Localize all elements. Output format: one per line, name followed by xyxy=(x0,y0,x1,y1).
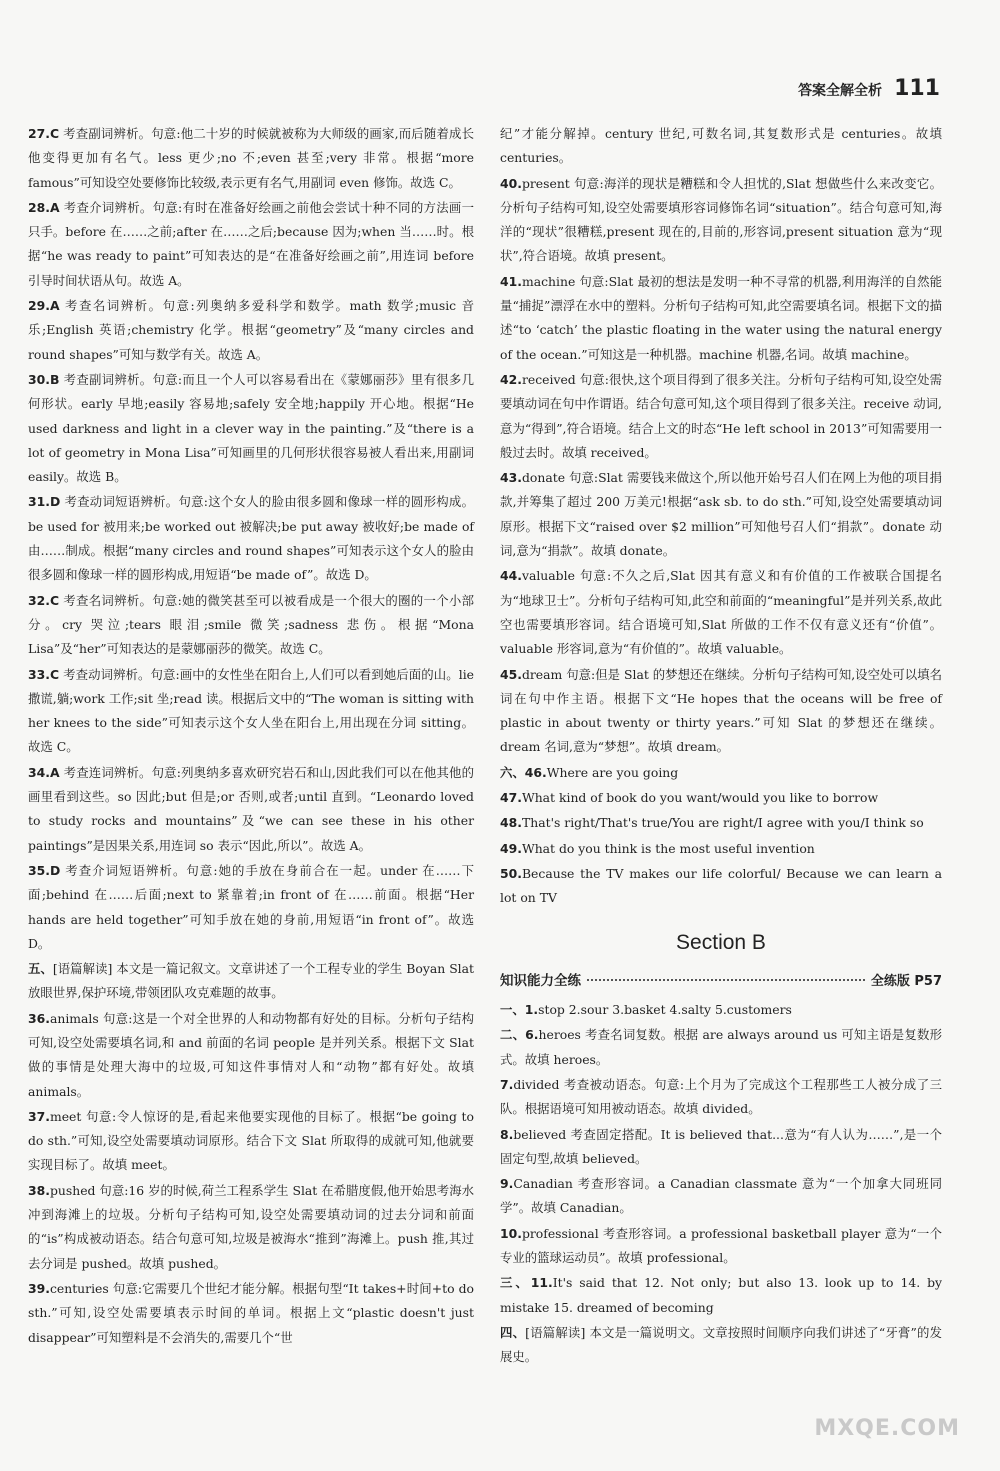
answer-number: 40. xyxy=(500,175,522,191)
answer-item xyxy=(28,1007,474,1104)
answer-text: What do you think is the most useful invention xyxy=(521,840,815,856)
answer-item xyxy=(500,862,942,911)
answer-item xyxy=(500,466,942,563)
answer-number: 41. xyxy=(500,273,522,289)
answer-number: 49. xyxy=(500,840,522,856)
answer-number: 28.A xyxy=(28,199,60,215)
answer-text: 考查介词短语辨析。句意:她的手放在身前合在一起。under 在……下面;behind 在……后面;next to 紧靠着;in front of 在……前面。根据“Her hands are held together”可知手放在她的身前,用短语“in front of”。故选 D。 xyxy=(28,862,474,951)
answer-number: 45. xyxy=(500,666,522,682)
dotted-leader xyxy=(587,979,865,981)
answer-item xyxy=(500,122,942,171)
answer-item xyxy=(28,1179,474,1276)
answer-item xyxy=(500,663,942,760)
answer-number: 35.D xyxy=(28,862,61,878)
answer-item xyxy=(28,859,474,956)
answer-text: received 句意:很快,这个项目得到了很多关注。分析句子结构可知,设空处需要填动词在句中作谓语。结合句意可知,这个项目得到了很多关注。receive 动词,意为“得到”,符合语境。结合上文的时态“He left school in 2013”可知需要用一般过去时。故填 received。 xyxy=(500,371,942,460)
answer-number: 30.B xyxy=(28,371,60,387)
answer-text: animals 句意:这是一个对全世界的人和动物都有好处的目标。分析句子结构可知,设空处需要填名词,和 and 前面的名词 people 是并列关系。根据下文 Slat 做的事情是处理大海中的垃圾,可知这件事情对人和“动物”都有好处。故填 animals。 xyxy=(28,1010,474,1099)
answer-text: divided 考查被动语态。句意:上个月为了完成这个工程那些工人被分成了三队。根据语境可知用被动语态。故填 divided。 xyxy=(500,1076,942,1117)
answer-number: 38. xyxy=(28,1182,50,1198)
watermark: MXQE.COM xyxy=(814,1416,960,1441)
answer-text: 考查动词短语辨析。句意:这个女人的脸由很多圆和像球一样的圆形构成。be used for 被用来;be worked out 被解决;be put away 被收好;be made of 由……制成。根据“many circles and round shapes”可知表示这个女人的脸由很多圆和像球一样的圆形构成,用短语“be made of”。故选 D。 xyxy=(28,494,474,583)
answer-item xyxy=(500,172,942,269)
answer-item xyxy=(28,490,474,587)
answer-text: Where are you going xyxy=(546,764,679,780)
answer-text: valuable 句意:不久之后,Slat 因其有意义和有价值的工作被联合国提名为“地球卫士”。分析句子结构可知,此空和前面的“meaningful”是并列关系,故此空也需要填形容词。结合语境可知,Slat 所做的工作不仅有意义还有“价值”。valuable 形容词,意为“有价值的”。故填 valuable。 xyxy=(500,568,942,657)
answer-number: 8. xyxy=(500,1126,514,1142)
section-heading: 答案全解全析 xyxy=(798,83,883,99)
answer-text: 考查副词辨析。句意:他二十岁的时候就被称为大师级的画家,而后随着成长他变得更加有名气。less 更少;no 不;even 甚至;very 非常。根据“more famous”可知设空处要修饰比较级,表示更有名气,用副词 even 修饰。故选 C。 xyxy=(28,126,474,190)
answer-item xyxy=(500,998,942,1022)
answer-number: 50. xyxy=(500,865,522,881)
answer-item xyxy=(28,368,474,489)
answer-number: 31.D xyxy=(28,494,61,510)
answer-number: 37. xyxy=(28,1108,50,1124)
answer-text: pushed 句意:16 岁的时候,荷兰工程系学生 Slat 在希腊度假,他开始思考海水冲到海滩上的垃圾。分析句子结构可知,设空处需要填动词的过去分词和前面的“is”构成被动语态。结合句意可知,垃圾是被海水“推到”海滩上。push 推,其过去分词是 pushed。故填 pushed。 xyxy=(28,1182,474,1271)
answer-number: 47. xyxy=(500,790,522,806)
answer-item xyxy=(500,786,942,810)
answer-item xyxy=(28,196,474,293)
answer-text: professional 考查形容词。a professional basketball player 意为“一个专业的篮球运动员”。故填 professional。 xyxy=(500,1225,942,1266)
answer-text: 考查动词辨析。句意:画中的女性坐在阳台上,人们可以看到她后面的山。lie 撒谎,躺;work 工作;sit 坐;read 读。根据后文中的“The woman is sitting with her knees to the side”可知表示这个女人坐在阳台上,用出现在分词 sitting。故选 C。 xyxy=(28,666,474,755)
answer-number: 三、11. xyxy=(500,1275,553,1291)
answer-item xyxy=(28,1277,474,1350)
answer-text: meet 句意:令人惊讶的是,看起来他要实现他的目标了。根据“be going to do sth.”可知,设空处需要填动词原形。结合下文 Slat 所取得的成就可知,他就要实现目标了。故填 meet。 xyxy=(28,1108,474,1173)
answer-number: 一、1. xyxy=(500,1002,539,1018)
answer-number: 33.C xyxy=(28,666,60,682)
answer-text: donate 句意:Slat 需要钱来做这个,所以他开始号召人们在网上为他的项目捐款,并筹集了超过 200 万美元!根据“ask sb. to do sth.”可知,设空处需要填动词原形。根据下文“raised over $2 million”可知他号召人们“捐款”。donate 动词,意为“捐款”。故填 donate。 xyxy=(500,470,942,559)
answer-item xyxy=(28,957,474,1006)
answer-item xyxy=(500,1172,942,1221)
answer-item xyxy=(28,663,474,760)
answer-number: 29.A xyxy=(28,298,60,314)
answer-number: 39. xyxy=(28,1280,50,1296)
answer-item xyxy=(500,761,942,785)
answer-number: 48. xyxy=(500,815,522,831)
answer-number: 36. xyxy=(28,1010,50,1026)
answer-number: 7. xyxy=(500,1076,514,1092)
answer-item xyxy=(500,837,942,861)
answer-item xyxy=(500,270,942,367)
answer-number: 六、46. xyxy=(500,764,547,780)
right-column xyxy=(500,122,942,1371)
answer-text: heroes 考查名词复数。根据 are always around us 可知主语是复数形式。故填 heroes。 xyxy=(500,1027,942,1067)
answer-number: 9. xyxy=(500,1176,514,1192)
answer-number: 四、 xyxy=(500,1324,526,1340)
practice-bar-title: 知识能力全练 xyxy=(500,972,581,989)
answer-item xyxy=(28,294,474,367)
answer-item xyxy=(500,1123,942,1172)
answer-text: Canadian 考查形容词。a Canadian classmate 意为“一个加拿大同班同学”。故填 Canadian。 xyxy=(500,1176,942,1216)
answer-text: It's said that 12. Not only; but also 13. look up to 14. by mistake 15. dreamed of becoming xyxy=(500,1275,943,1315)
answer-text: dream 句意:但是 Slat 的梦想还在继续。分析句子结构可知,设空处可以填名词在句中作主语。根据下文“He hopes that the oceans will be free of plastic in about twenty or thirty years.”可知 Slat 的梦想还在继续。dream 名词,意为“梦想”。故填 dream。 xyxy=(500,666,942,755)
answer-text: believed 考查固定搭配。It is believed that...意为“有人认为……”,是一个固定句型,故填 believed。 xyxy=(500,1126,942,1166)
answer-number: 32.C xyxy=(28,592,60,608)
answer-text: [语篇解读] 本文是一篇说明文。文章按照时间顺序向我们讲述了“牙膏”的发展史。 xyxy=(500,1324,943,1365)
answer-text: 考查副词辨析。句意:而且一个人可以容易看出在《蒙娜丽莎》里有很多几何形状。early 早地;easily 容易地;safely 安全地;happily 开心地。根据“He used darkness and light in a clever way in the painting.”及“there is a lot of geometry in Mona Lisa”可知画里的几何形状很容易被人看出来,用副词 easily。故选 B。 xyxy=(28,371,474,485)
answer-number: 43. xyxy=(500,470,522,486)
section-b-title: Section B xyxy=(676,930,766,954)
answer-number: 27.C xyxy=(28,126,60,141)
left-column xyxy=(28,122,474,1351)
page-header xyxy=(798,76,940,101)
answer-text: machine 句意:Slat 最初的想法是发明一种不寻常的机器,利用海洋的自然能量“捕捉”漂浮在水中的塑料。分析句子结构可知,此空需要填名词。根据下文的描述“to ‘catch’ the plastic floating in the water using the natural energy of the ocean.”可知这是一种机器。machine 机器,名词。故填 machine。 xyxy=(500,273,942,362)
answer-number: 10. xyxy=(500,1225,522,1241)
answer-item xyxy=(500,368,942,465)
answer-item xyxy=(500,811,942,835)
answer-text: Because the TV makes our life colorful/ Because we can learn a lot on TV xyxy=(500,865,942,906)
answer-text: 考查连词辨析。句意:列奥纳多喜欢研究岩石和山,因此我们可以在他其他的画里看到这些。so 因此;but 但是;or 否则,或者;until 直到。“Leonardo loved to study rocks and mountains”及“we can see these in his other paintings”是因果关系,用连词 so 表示“因此,所以”。故选 A。 xyxy=(28,764,474,853)
answer-text: What kind of book do you want/would you like to borrow xyxy=(521,790,879,806)
answer-text: That's right/That's true/You are right/I agree with you/I think so xyxy=(521,815,924,831)
page-number: 111 xyxy=(894,76,940,101)
answer-item xyxy=(500,1073,942,1122)
practice-bar-ref: 全练版 P57 xyxy=(870,973,942,989)
answer-text: 考查名词辨析。句意:她的微笑甚至可以被看成是一个很大的圈的一个小部分。cry 哭泣;tears 眼泪;smile 微笑;sadness 悲伤。根据“Mona Lisa”及“her”可知表达的是蒙娜丽莎的微笑。故选 C。 xyxy=(28,592,474,657)
answer-text: 考查名词辨析。句意:列奥纳多爱科学和数学。math 数学;music 音乐;English 英语;chemistry 化学。根据“geometry”及“many circles and round shapes”可知与数学有关。故选 A。 xyxy=(28,298,474,362)
answer-text: 考查介词辨析。句意:有时在准备好绘画之前他会尝试十种不同的方法画一只手。before 在……之前;after 在……之后;because 因为;when 当……时。根据“he was ready to paint”可知表达的是“在准备好绘画之前”,用连词 before 引导时间状语从句。故选 A。 xyxy=(28,199,474,288)
answer-item xyxy=(28,122,474,195)
answer-text: 纪”才能分解掉。century 世纪,可数名词,其复数形式是 centuries。故填 centuries。 xyxy=(500,126,942,166)
answer-number: 五、 xyxy=(28,961,53,977)
answer-item xyxy=(28,589,474,662)
answer-item xyxy=(500,1222,942,1271)
answer-text: centuries 句意:它需要几个世纪才能分解。根据句型“It takes+时间+to do sth.”可知,设空处需要填表示时间的单词。根据上文“plastic doesn't just disappear”可知塑料是不会消失的,需要几个“世 xyxy=(28,1280,474,1345)
answer-item xyxy=(500,1321,942,1370)
answer-number: 42. xyxy=(500,371,522,387)
answer-text: stop 2.sour 3.basket 4.salty 5.customers xyxy=(538,1002,792,1018)
answer-item xyxy=(28,761,474,858)
answer-item xyxy=(500,564,942,661)
practice-bar xyxy=(500,969,942,994)
answer-text: present 句意:海洋的现状是糟糕和令人担忧的,Slat 想做些什么来改变它。分析句子结构可知,设空处需要填形容词修饰名词“situation”。结合句意可知,海洋的“现状”很糟糕,present 现在的,目前的,形容词,present situation 意为“现状”,符合语境。故填 present。 xyxy=(500,175,942,264)
answer-item xyxy=(500,1023,942,1072)
answer-number: 44. xyxy=(500,568,522,584)
answer-number: 二、6. xyxy=(500,1027,539,1043)
answer-item xyxy=(500,1271,942,1320)
answer-text: [语篇解读] 本文是一篇记叙文。文章讲述了一个工程专业的学生 Boyan Slat 放眼世界,保护环境,带领团队攻克难题的故事。 xyxy=(28,961,475,1001)
answer-item xyxy=(28,1105,474,1178)
answer-number: 34.A xyxy=(28,764,60,780)
